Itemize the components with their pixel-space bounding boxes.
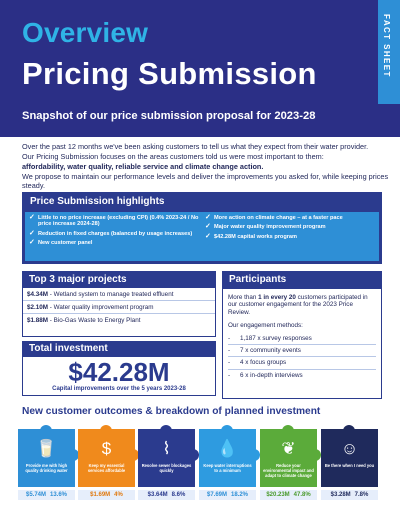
engagement-method-text: 4 x focus groups [240,359,287,367]
dash-icon: - [228,359,231,367]
fact-sheet-label: FACT SHEET [382,14,391,78]
highlights-right-column [205,215,375,243]
outcome-value [138,490,195,500]
check-icon: ✓ [29,214,35,221]
total-investment-title: Total investment [23,342,215,357]
outcome-caption: Keep water interruptions to a minimum [203,463,252,473]
participants-body [223,289,381,381]
outcome-amount: $3.28M [330,492,351,498]
outcomes-title: New customer outcomes & breakdown of planned investment [22,406,321,417]
headset-icon: ☺ [340,438,359,458]
page-subtitle: Snapshot of our price submission proposal for 2023-28 [22,110,316,122]
check-icon: ✓ [205,232,211,240]
major-projects-title: Top 3 major projects [23,272,215,288]
project-row [23,301,215,314]
outcome-caption: Be there when I need you [324,463,375,468]
project-amount: $1.88M [27,317,49,324]
outcome-value [18,490,75,500]
intro-paragraph-2-text: Our Pricing Submission focuses on the areas customers told us were most important to them: [22,152,324,162]
project-description: - Bio-Gas Waste to Energy Plant [48,317,141,324]
participants-panel [222,271,382,399]
highlights-title: Price Submission highlights [30,196,165,207]
participants-title: Participants [223,272,381,289]
participants-text-end: customers participated in our customer engagement for the 2023 Price Review. [228,294,368,316]
project-row [23,288,215,301]
engagement-method [228,333,376,345]
check-icon: ✓ [205,214,211,221]
highlights-panel [22,192,382,264]
outcome-tile [18,429,75,487]
leaf-icon: ❦ [281,438,296,458]
project-description: - Wetland system to manage treated effluent [48,291,174,298]
outcome-caption: Keep my essential services affordable [87,463,126,473]
outcome-amount: $5.74M [25,492,46,498]
check-icon: ✓ [205,223,211,231]
outcome-caption: Resolve sewer blockages quickly [141,463,192,473]
highlight-item [29,240,199,246]
intro-text [22,142,392,191]
intro-paragraph-3: We propose to maintain our performance levels and deliver the improvements you asked for, while keeping prices steady. [22,171,389,191]
engagement-method [228,370,376,381]
outcome-percent: 13.6% [50,492,68,498]
outcome-tile [260,429,317,487]
outcome-tile [199,429,256,487]
outcome-value [199,490,256,500]
dash-icon: - [228,371,231,379]
fact-sheet-tab [378,0,400,104]
engagement-method [228,357,376,369]
project-amount: $2.10M [27,304,49,311]
outcome-caption: Reduce your environmental impact and adapt to climate change [263,463,314,478]
outcome-percent: 4% [114,492,123,498]
outcome-value [78,490,135,500]
highlight-text: $42.28M capital works program [214,233,298,240]
total-investment-caption: Capital improvements over the 5 years 2023-28 [52,386,186,392]
highlight-item [205,234,375,240]
total-investment-panel [22,341,216,396]
outcome-caption: Provide me with high quality drinking water [25,463,68,473]
participants-ratio: 1 in every 20 [258,294,296,301]
overview-label: Overview [22,17,149,48]
check-icon: ✓ [29,229,35,237]
highlight-item [205,215,375,221]
outcome-percent: 18.2% [231,492,249,498]
highlight-item [29,231,199,237]
major-projects-panel [22,271,216,337]
engagement-methods-title: Our engagement methods: [228,322,303,330]
highlights-left-column [29,215,199,250]
intro-paragraph-2 [22,152,392,171]
project-amount: $4.34M [27,291,49,298]
intro-paragraph-2-bold: affordability, water quality, reliable service and climate change action. [22,161,264,171]
participants-text: More than [228,294,259,301]
outcome-value [321,490,378,500]
engagement-method-text: 7 x community events [240,347,301,355]
page-title: Pricing Submission [22,56,317,91]
outcome-amount: $7.69M [206,492,227,498]
outcome-amount: $20.23M [266,492,290,498]
pipe-icon: ⌇ [162,438,171,458]
highlight-text: More action on climate change – at a faster pace [214,215,343,221]
project-description: - Water quality improvement program [48,304,154,311]
outcome-tile [138,429,195,487]
outcome-percent: 7.8% [354,492,369,498]
dash-icon: - [228,334,231,342]
outcome-amount: $1.69M [90,492,111,498]
engagement-method-text: 6 x in-depth interviews [240,371,303,379]
outcome-tile [321,429,378,487]
highlights-list [25,212,379,261]
tap-icon: 💧 [216,438,239,458]
outcome-value [260,490,317,500]
highlight-item [205,224,375,230]
highlight-text: New customer panel [38,240,93,247]
header-banner [0,0,400,137]
water-tap-icon: 🥛 [35,438,58,458]
highlight-text: Little to no price increase (excluding CPI) (0.4% 2023-24 / No price increase 2024-28) [38,215,199,228]
engagement-method [228,345,376,357]
engagement-method-text: 1,187 x survey responses [240,334,312,342]
total-investment-amount: $42.28M [68,357,170,387]
outcome-percent: 8.6% [171,492,186,498]
outcome-amount: $3.64M [147,492,168,498]
outcome-tiles [18,424,382,504]
dash-icon: - [228,347,231,355]
check-icon: ✓ [29,239,35,247]
project-row [23,314,215,326]
participants-summary [228,294,376,316]
highlight-text: Major water quality improvement program [214,224,326,231]
piggy-bank-icon: $ [101,438,112,458]
highlight-item [29,215,199,228]
intro-paragraph-1: Over the past 12 months we've been asking customers to tell us what they expect from their water provider. [22,142,369,151]
outcome-tile [78,429,135,487]
highlight-text: Reduction in fixed charges (balanced by usage increases) [38,230,193,237]
outcome-percent: 47.8% [293,492,311,498]
